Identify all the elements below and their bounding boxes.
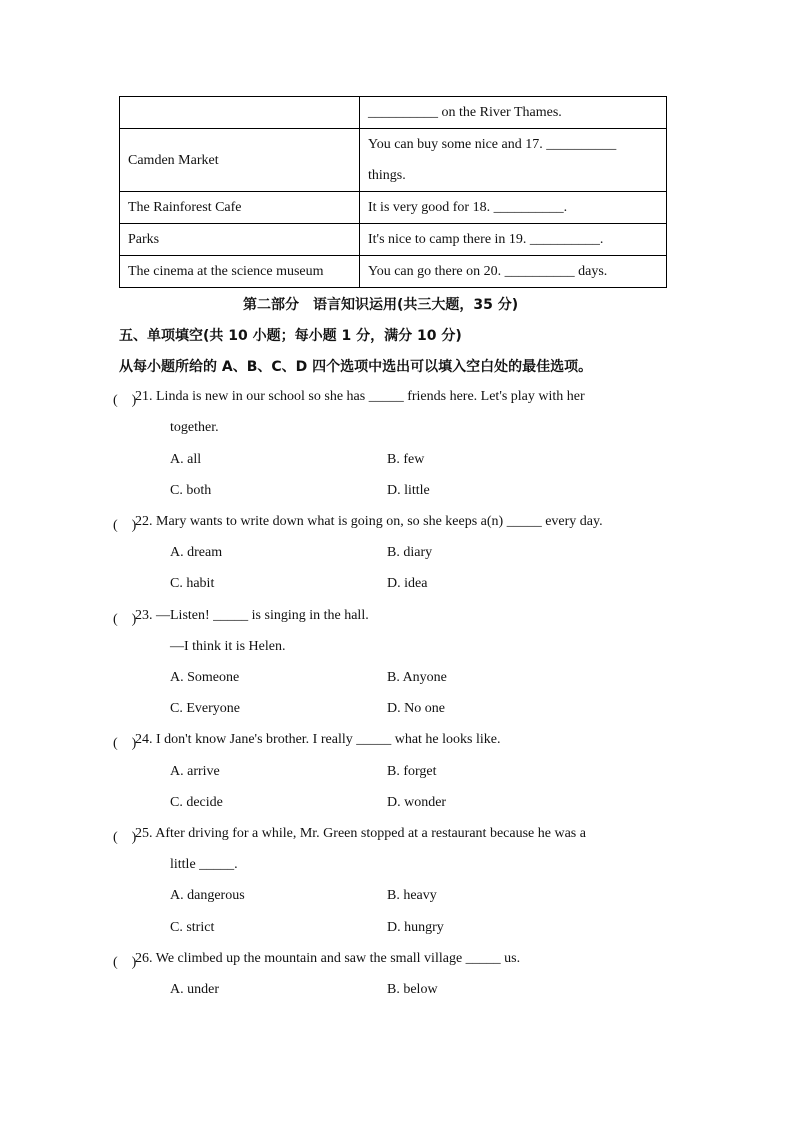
place-cell: The Rainforest Cafe xyxy=(120,192,360,224)
part-title: 第二部分 语言知识运用(共三大题，35 分) xyxy=(243,297,519,313)
option-a: A. dangerous xyxy=(170,888,245,903)
question-stem: 22. Mary wants to write down what is going on, so she keeps a(n) _____ every day. xyxy=(135,514,603,529)
answer-paren: ( ) xyxy=(113,518,137,533)
option-c: C. strict xyxy=(170,920,215,935)
question-stem: 21. Linda is new in our school so she has _____ friends here. Let's play with her xyxy=(135,389,585,404)
place-cell xyxy=(120,97,360,129)
question-stem-cont: little _____. xyxy=(170,857,238,872)
table-row xyxy=(120,97,667,129)
option-b: B. few xyxy=(387,452,425,467)
option-d: D. little xyxy=(387,483,430,498)
info-cell: It is very good for 18. __________. xyxy=(360,192,667,224)
table-row xyxy=(120,129,667,192)
section-title: 五、单项填空(共 10 小题；每小题 1 分，满分 10 分) xyxy=(119,328,462,344)
info-cell: __________ on the River Thames. xyxy=(360,97,667,129)
option-a: A. under xyxy=(170,982,219,997)
option-a: A. Someone xyxy=(170,670,240,685)
question-stem-cont: —I think it is Helen. xyxy=(170,639,286,654)
option-c: C. Everyone xyxy=(170,701,240,716)
answer-paren: ( ) xyxy=(113,393,137,408)
option-b: B. below xyxy=(387,982,438,997)
place-cell: Parks xyxy=(120,224,360,256)
option-b: B. Anyone xyxy=(387,670,447,685)
option-d: D. wonder xyxy=(387,795,447,810)
option-d: D. hungry xyxy=(387,920,444,935)
answer-paren: ( ) xyxy=(113,736,137,751)
option-d: D. No one xyxy=(387,701,445,716)
section-instruction: 从每小题所给的 A、B、C、D 四个选项中选出可以填入空白处的最佳选项。 xyxy=(119,359,593,375)
option-a: A. arrive xyxy=(170,764,220,779)
info-cell-line: things. xyxy=(368,168,406,183)
place-cell: The cinema at the science museum xyxy=(120,256,360,288)
option-b: B. forget xyxy=(387,764,437,779)
question-stem: 24. I don't know Jane's brother. I really _____ what he looks like. xyxy=(135,732,501,747)
info-cell: It's nice to camp there in 19. __________. xyxy=(360,224,667,256)
answer-paren: ( ) xyxy=(113,830,137,845)
info-cell-line: You can buy some nice and 17. __________ xyxy=(368,137,617,152)
answer-paren: ( ) xyxy=(113,612,137,627)
answer-paren: ( ) xyxy=(113,955,137,970)
question-stem: 26. We climbed up the mountain and saw the small village _____ us. xyxy=(135,951,521,966)
place-cell: Camden Market xyxy=(120,129,360,192)
table-row xyxy=(120,224,667,256)
option-c: C. both xyxy=(170,483,212,498)
info-cell xyxy=(360,129,667,192)
option-a: A. all xyxy=(170,452,202,467)
table-row xyxy=(120,192,667,224)
places-table xyxy=(119,96,667,288)
option-d: D. idea xyxy=(387,576,428,591)
option-c: C. habit xyxy=(170,576,215,591)
question-stem-cont: together. xyxy=(170,420,219,435)
option-a: A. dream xyxy=(170,545,223,560)
option-b: B. heavy xyxy=(387,888,437,903)
table-row xyxy=(120,256,667,288)
option-b: B. diary xyxy=(387,545,433,560)
question-stem: 23. —Listen! _____ is singing in the hall. xyxy=(135,608,369,623)
option-c: C. decide xyxy=(170,795,223,810)
question-stem: 25. After driving for a while, Mr. Green stopped at a restaurant because he was a xyxy=(135,826,586,841)
info-cell: You can go there on 20. __________ days. xyxy=(360,256,667,288)
